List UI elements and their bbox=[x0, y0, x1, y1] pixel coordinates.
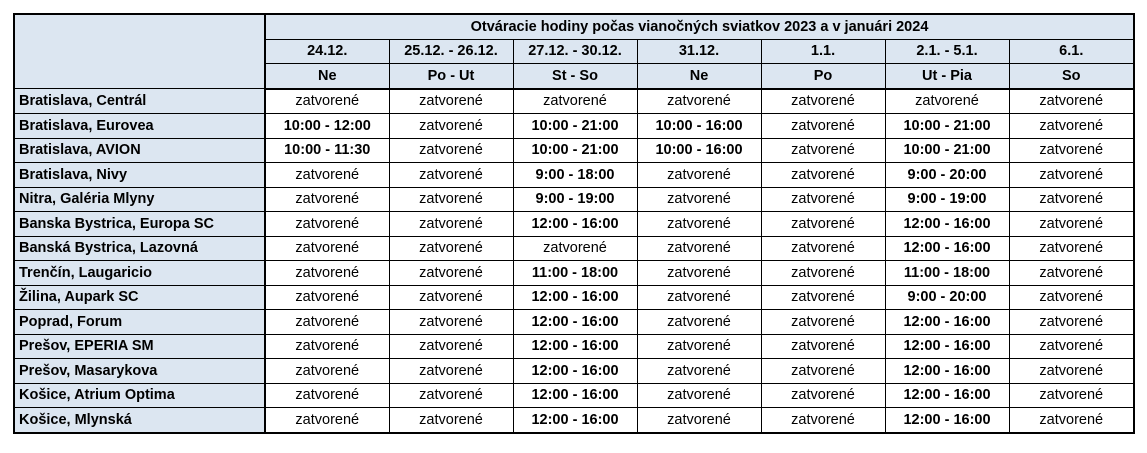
hours-cell-open: 12:00 - 16:00 bbox=[513, 285, 637, 310]
table-row bbox=[14, 310, 1134, 335]
hours-cell-closed: zatvorené bbox=[761, 212, 885, 237]
table-row bbox=[14, 359, 1134, 384]
hours-cell-open: 12:00 - 16:00 bbox=[885, 408, 1009, 433]
hours-cell-closed: zatvorené bbox=[389, 408, 513, 433]
day-header-cell: Po - Ut bbox=[389, 64, 513, 89]
day-header-cell: Po bbox=[761, 64, 885, 89]
hours-cell-open: 12:00 - 16:00 bbox=[885, 236, 1009, 261]
location-cell: Bratislava, Nivy bbox=[14, 163, 265, 188]
hours-cell-open: 10:00 - 21:00 bbox=[513, 138, 637, 163]
hours-cell-closed: zatvorené bbox=[637, 334, 761, 359]
hours-cell-closed: zatvorené bbox=[637, 285, 761, 310]
hours-cell-closed: zatvorené bbox=[761, 359, 885, 384]
hours-cell-open: 12:00 - 16:00 bbox=[885, 212, 1009, 237]
hours-cell-closed: zatvorené bbox=[389, 138, 513, 163]
hours-cell-closed: zatvorené bbox=[761, 114, 885, 139]
hours-cell-open: 10:00 - 21:00 bbox=[885, 114, 1009, 139]
day-header-cell: Ne bbox=[265, 64, 389, 89]
hours-cell-closed: zatvorené bbox=[265, 187, 389, 212]
hours-cell-closed: zatvorené bbox=[265, 89, 389, 114]
hours-cell-closed: zatvorené bbox=[265, 212, 389, 237]
hours-cell-closed: zatvorené bbox=[389, 310, 513, 335]
hours-cell-closed: zatvorené bbox=[637, 310, 761, 335]
hours-cell-closed: zatvorené bbox=[637, 212, 761, 237]
hours-cell-closed: zatvorené bbox=[1009, 408, 1134, 433]
hours-cell-closed: zatvorené bbox=[389, 163, 513, 188]
hours-cell-closed: zatvorené bbox=[265, 310, 389, 335]
date-header-cell: 2.1. - 5.1. bbox=[885, 39, 1009, 64]
hours-cell-open: 9:00 - 20:00 bbox=[885, 163, 1009, 188]
hours-cell-closed: zatvorené bbox=[761, 138, 885, 163]
hours-cell-closed: zatvorené bbox=[389, 236, 513, 261]
table-row bbox=[14, 334, 1134, 359]
opening-hours-table bbox=[13, 13, 1135, 434]
hours-cell-closed: zatvorené bbox=[1009, 114, 1134, 139]
location-cell: Bratislava, Centrál bbox=[14, 89, 265, 114]
hours-cell-open: 9:00 - 19:00 bbox=[885, 187, 1009, 212]
hours-cell-open: 12:00 - 16:00 bbox=[513, 359, 637, 384]
hours-cell-closed: zatvorené bbox=[389, 334, 513, 359]
day-header-cell: Ne bbox=[637, 64, 761, 89]
date-header-cell: 25.12. - 26.12. bbox=[389, 39, 513, 64]
hours-cell-open: 10:00 - 16:00 bbox=[637, 114, 761, 139]
location-cell: Banska Bystrica, Europa SC bbox=[14, 212, 265, 237]
location-cell: Banská Bystrica, Lazovná bbox=[14, 236, 265, 261]
hours-cell-closed: zatvorené bbox=[761, 163, 885, 188]
hours-cell-closed: zatvorené bbox=[1009, 310, 1134, 335]
hours-cell-open: 12:00 - 16:00 bbox=[513, 383, 637, 408]
table-row bbox=[14, 138, 1134, 163]
date-header-cell: 1.1. bbox=[761, 39, 885, 64]
hours-cell-closed: zatvorené bbox=[761, 187, 885, 212]
hours-cell-closed: zatvorené bbox=[761, 236, 885, 261]
table-row bbox=[14, 261, 1134, 286]
location-cell: Nitra, Galéria Mlyny bbox=[14, 187, 265, 212]
hours-cell-open: 10:00 - 11:30 bbox=[265, 138, 389, 163]
hours-cell-closed: zatvorené bbox=[761, 408, 885, 433]
hours-cell-closed: zatvorené bbox=[389, 285, 513, 310]
location-cell: Košice, Mlynská bbox=[14, 408, 265, 433]
hours-cell-closed: zatvorené bbox=[389, 383, 513, 408]
hours-cell-open: 10:00 - 21:00 bbox=[885, 138, 1009, 163]
hours-cell-open: 12:00 - 16:00 bbox=[885, 383, 1009, 408]
hours-cell-closed: zatvorené bbox=[637, 408, 761, 433]
hours-cell-closed: zatvorené bbox=[513, 236, 637, 261]
hours-cell-open: 9:00 - 20:00 bbox=[885, 285, 1009, 310]
hours-cell-closed: zatvorené bbox=[637, 89, 761, 114]
hours-cell-closed: zatvorené bbox=[761, 383, 885, 408]
location-cell: Prešov, Masarykova bbox=[14, 359, 265, 384]
hours-cell-closed: zatvorené bbox=[1009, 334, 1134, 359]
location-cell: Bratislava, AVION bbox=[14, 138, 265, 163]
hours-cell-open: 10:00 - 21:00 bbox=[513, 114, 637, 139]
hours-cell-closed: zatvorené bbox=[265, 285, 389, 310]
table-row bbox=[14, 383, 1134, 408]
hours-cell-closed: zatvorené bbox=[389, 359, 513, 384]
hours-cell-closed: zatvorené bbox=[265, 163, 389, 188]
hours-cell-closed: zatvorené bbox=[389, 261, 513, 286]
hours-cell-open: 12:00 - 16:00 bbox=[513, 212, 637, 237]
hours-cell-open: 12:00 - 16:00 bbox=[513, 334, 637, 359]
hours-cell-open: 12:00 - 16:00 bbox=[885, 334, 1009, 359]
table-row bbox=[14, 236, 1134, 261]
table-row bbox=[14, 89, 1134, 114]
hours-cell-closed: zatvorené bbox=[761, 89, 885, 114]
hours-cell-closed: zatvorené bbox=[1009, 236, 1134, 261]
hours-cell-closed: zatvorené bbox=[637, 261, 761, 286]
table-row bbox=[14, 187, 1134, 212]
hours-cell-closed: zatvorené bbox=[761, 261, 885, 286]
hours-cell-open: 9:00 - 18:00 bbox=[513, 163, 637, 188]
hours-cell-closed: zatvorené bbox=[761, 285, 885, 310]
location-cell: Prešov, EPERIA SM bbox=[14, 334, 265, 359]
hours-cell-open: 10:00 - 12:00 bbox=[265, 114, 389, 139]
location-cell: Žilina, Aupark SC bbox=[14, 285, 265, 310]
location-cell: Poprad, Forum bbox=[14, 310, 265, 335]
hours-cell-closed: zatvorené bbox=[1009, 187, 1134, 212]
hours-cell-closed: zatvorené bbox=[1009, 138, 1134, 163]
date-header-cell: 27.12. - 30.12. bbox=[513, 39, 637, 64]
table-row bbox=[14, 212, 1134, 237]
hours-cell-closed: zatvorené bbox=[637, 383, 761, 408]
title-row bbox=[14, 14, 1134, 39]
hours-cell-closed: zatvorené bbox=[1009, 89, 1134, 114]
hours-cell-closed: zatvorené bbox=[265, 334, 389, 359]
date-header-cell: 31.12. bbox=[637, 39, 761, 64]
hours-cell-closed: zatvorené bbox=[265, 236, 389, 261]
date-header-cell: 24.12. bbox=[265, 39, 389, 64]
table-row bbox=[14, 163, 1134, 188]
hours-cell-closed: zatvorené bbox=[637, 359, 761, 384]
hours-cell-closed: zatvorené bbox=[761, 334, 885, 359]
hours-cell-open: 11:00 - 18:00 bbox=[885, 261, 1009, 286]
table-row bbox=[14, 114, 1134, 139]
location-cell: Košice, Atrium Optima bbox=[14, 383, 265, 408]
hours-cell-closed: zatvorené bbox=[637, 187, 761, 212]
hours-cell-closed: zatvorené bbox=[637, 236, 761, 261]
hours-cell-open: 12:00 - 16:00 bbox=[885, 359, 1009, 384]
hours-cell-closed: zatvorené bbox=[389, 212, 513, 237]
hours-cell-closed: zatvorené bbox=[1009, 383, 1134, 408]
date-header-cell: 6.1. bbox=[1009, 39, 1134, 64]
hours-cell-closed: zatvorené bbox=[389, 114, 513, 139]
hours-cell-open: 9:00 - 19:00 bbox=[513, 187, 637, 212]
corner-cell bbox=[14, 14, 265, 89]
table-row bbox=[14, 285, 1134, 310]
day-header-cell: Ut - Pia bbox=[885, 64, 1009, 89]
hours-cell-closed: zatvorené bbox=[1009, 359, 1134, 384]
hours-cell-closed: zatvorené bbox=[637, 163, 761, 188]
hours-cell-open: 12:00 - 16:00 bbox=[513, 310, 637, 335]
hours-cell-closed: zatvorené bbox=[1009, 212, 1134, 237]
hours-cell-closed: zatvorené bbox=[1009, 285, 1134, 310]
hours-cell-closed: zatvorené bbox=[885, 89, 1009, 114]
hours-cell-closed: zatvorené bbox=[265, 383, 389, 408]
table-title: Otváracie hodiny počas vianočných sviatkov 2023 a v januári 2024 bbox=[265, 14, 1134, 39]
hours-cell-open: 10:00 - 16:00 bbox=[637, 138, 761, 163]
hours-cell-closed: zatvorené bbox=[265, 359, 389, 384]
hours-cell-closed: zatvorené bbox=[389, 187, 513, 212]
day-header-cell: So bbox=[1009, 64, 1134, 89]
table-row bbox=[14, 408, 1134, 433]
location-cell: Trenčín, Laugaricio bbox=[14, 261, 265, 286]
hours-cell-open: 12:00 - 16:00 bbox=[885, 310, 1009, 335]
day-header-cell: St - So bbox=[513, 64, 637, 89]
hours-cell-closed: zatvorené bbox=[1009, 261, 1134, 286]
hours-cell-closed: zatvorené bbox=[265, 261, 389, 286]
hours-cell-closed: zatvorené bbox=[513, 89, 637, 114]
hours-cell-closed: zatvorené bbox=[389, 89, 513, 114]
location-cell: Bratislava, Eurovea bbox=[14, 114, 265, 139]
hours-cell-closed: zatvorené bbox=[1009, 163, 1134, 188]
hours-cell-open: 12:00 - 16:00 bbox=[513, 408, 637, 433]
hours-cell-closed: zatvorené bbox=[761, 310, 885, 335]
hours-cell-open: 11:00 - 18:00 bbox=[513, 261, 637, 286]
hours-cell-closed: zatvorené bbox=[265, 408, 389, 433]
